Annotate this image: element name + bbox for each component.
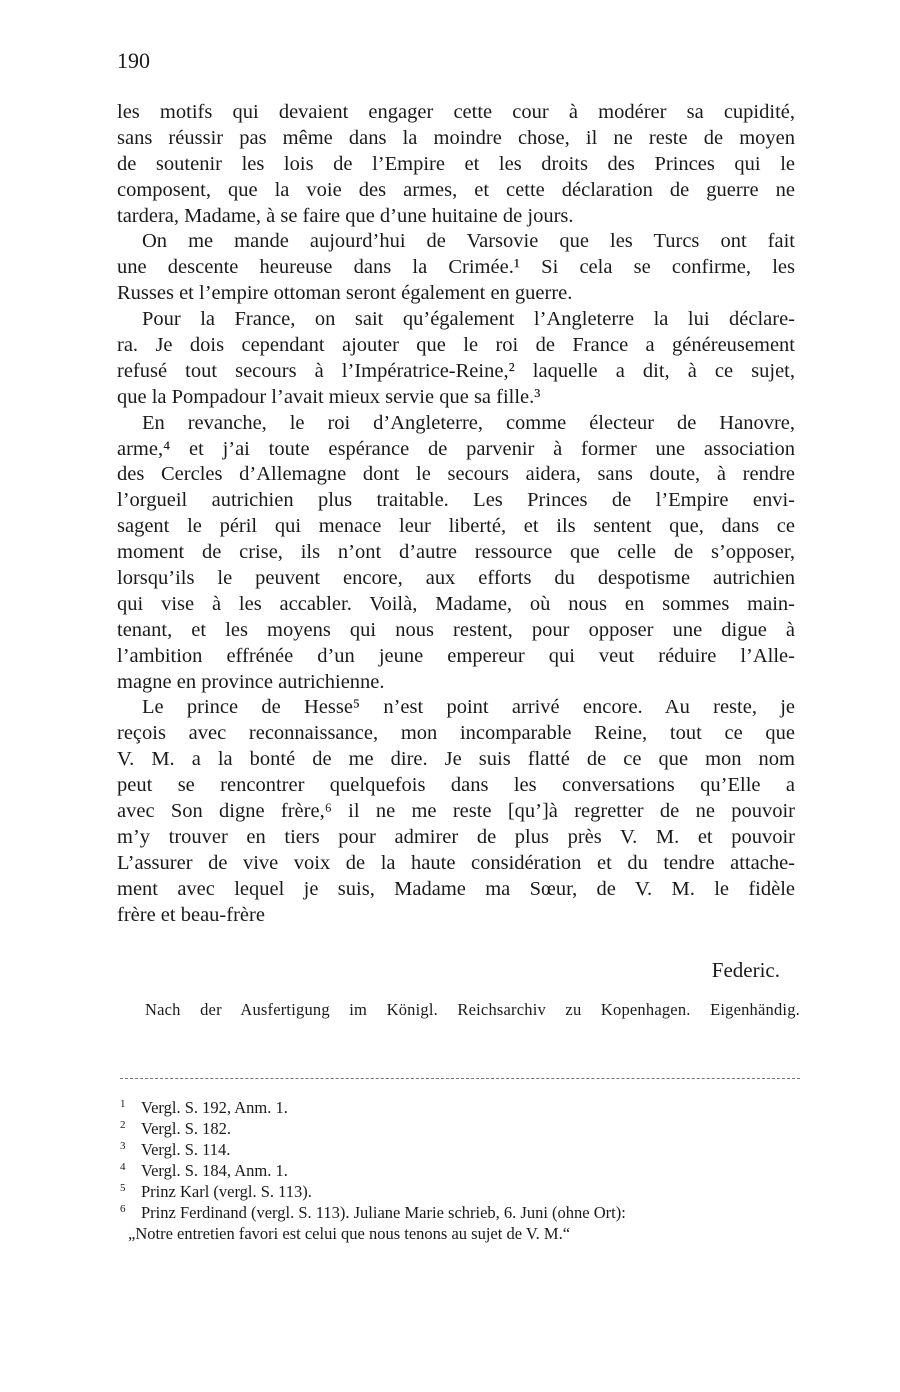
text-line: composent, que la voie des armes, et cette déclaration de guerre ne (117, 178, 795, 201)
footnote (120, 1097, 810, 1118)
footnote-text: Prinz Ferdinand (vergl. S. 113). Juliane Marie schrieb, 6. Juni (ohne Ort): (141, 1203, 626, 1222)
text-line: l’ambition effrénée d’un jeune empereur qui veut réduire l’Alle- (117, 644, 795, 667)
text-line: avec Son digne frère,⁶ il ne me reste [qu’]à regretter de ne pouvoir (117, 800, 795, 823)
source-note: Nach der Ausfertigung im Königl. Reichsarchiv zu Kopenhagen. Eigenhändig. (145, 1000, 800, 1019)
text-line: les motifs qui devaient engager cette cour à modérer sa cupidité, (117, 101, 795, 123)
footnote-number: 3 (120, 1140, 126, 1152)
text-line: L’assurer de vive voix de la haute considération et du tendre attache- (117, 851, 795, 874)
text-line: lorsqu’ils le peuvent encore, aux efforts du despotisme autrichien (117, 567, 795, 590)
footnotes (120, 1097, 810, 1244)
text-line: m’y trouver en tiers pour admirer de plus près V. M. et pouvoir (117, 825, 795, 848)
footnote-number: 6 (120, 1203, 126, 1215)
footnote-text: „Notre entretien favori est celui que nous tenons au sujet de V. M.“ (128, 1224, 571, 1243)
footnote (120, 1181, 810, 1202)
page-number: 190 (117, 48, 150, 73)
text-line: ra. Je dois cependant ajouter que le roi de France a généreusement (117, 334, 795, 357)
footnote-separator (120, 1078, 800, 1079)
footnote-number: 4 (120, 1161, 126, 1173)
footnote (120, 1139, 810, 1160)
text-line: de soutenir les lois de l’Empire et les droits des Princes qui le (117, 152, 795, 175)
footnote (120, 1160, 810, 1181)
text-line: Le prince de Hesse⁵ n’est point arrivé encore. Au reste, je (142, 696, 795, 719)
footnote-text: Vergl. S. 192, Anm. 1. (141, 1098, 288, 1117)
text-line: arme,⁴ et j’ai toute espérance de parvenir à former une association (117, 437, 795, 460)
text-line: On me mande aujourd’hui de Varsovie que les Turcs ont fait (142, 230, 795, 253)
text-line: En revanche, le roi d’Angleterre, comme électeur de Hanovre, (142, 411, 795, 434)
text-line: Russes et l’empire ottoman seront également en guerre. (117, 282, 573, 305)
footnote (120, 1223, 810, 1244)
text-line: l’orgueil autrichien plus traitable. Les Princes de l’Empire envi- (117, 489, 795, 512)
text-line: V. M. a la bonté de me dire. Je suis flatté de ce que mon nom (117, 748, 795, 771)
text-line: que la Pompadour l’avait mieux servie que sa fille.³ (117, 385, 541, 408)
text-line: moment de crise, ils n’ont d’autre ressource que celle de s’opposer, (117, 541, 795, 564)
footnote (120, 1118, 810, 1139)
footnote-text: Vergl. S. 182. (141, 1119, 231, 1138)
text-line: ment avec lequel je suis, Madame ma Sœur, de V. M. le fidèle (117, 877, 795, 900)
text-line: peut se rencontrer quelquefois dans les conversations qu’Elle a (117, 774, 795, 797)
text-line: une descente heureuse dans la Crimée.¹ Si cela se confirme, les (117, 256, 795, 279)
footnote-text: Prinz Karl (vergl. S. 113). (141, 1182, 312, 1201)
footnote (120, 1202, 810, 1223)
text-line: tenant, et les moyens qui nous restent, pour opposer une digue à (117, 618, 795, 641)
text-line: qui vise à les accabler. Voilà, Madame, où nous en sommes main- (117, 592, 795, 615)
text-line: sans réussir pas même dans la moindre chose, il ne reste de moyen (117, 126, 795, 149)
footnote-number: 1 (120, 1098, 126, 1110)
letter-body (117, 100, 795, 929)
text-line: magne en province autrichienne. (117, 670, 385, 693)
text-line: Pour la France, on sait qu’également l’Angleterre la lui déclare- (142, 308, 795, 331)
footnote-number: 2 (120, 1119, 126, 1131)
text-line: tardera, Madame, à se faire que d’une huitaine de jours. (117, 204, 574, 227)
text-line: des Cercles d’Allemagne dont le secours aidera, sans doute, à rendre (117, 463, 795, 486)
text-line: reçois avec reconnaissance, mon incomparable Reine, tout ce que (117, 722, 795, 745)
footnote-number: 5 (120, 1182, 126, 1194)
text-line: frère et beau-frère (117, 903, 265, 926)
text-line: sagent le péril qui menace leur liberté, et ils sentent que, dans ce (117, 515, 795, 538)
text-line: refusé tout secours à l’Impératrice-Reine,² laquelle a dit, à ce sujet, (117, 359, 795, 382)
footnote-text: Vergl. S. 184, Anm. 1. (141, 1161, 288, 1180)
signature: Federic. (711, 958, 780, 982)
footnote-text: Vergl. S. 114. (141, 1140, 231, 1159)
